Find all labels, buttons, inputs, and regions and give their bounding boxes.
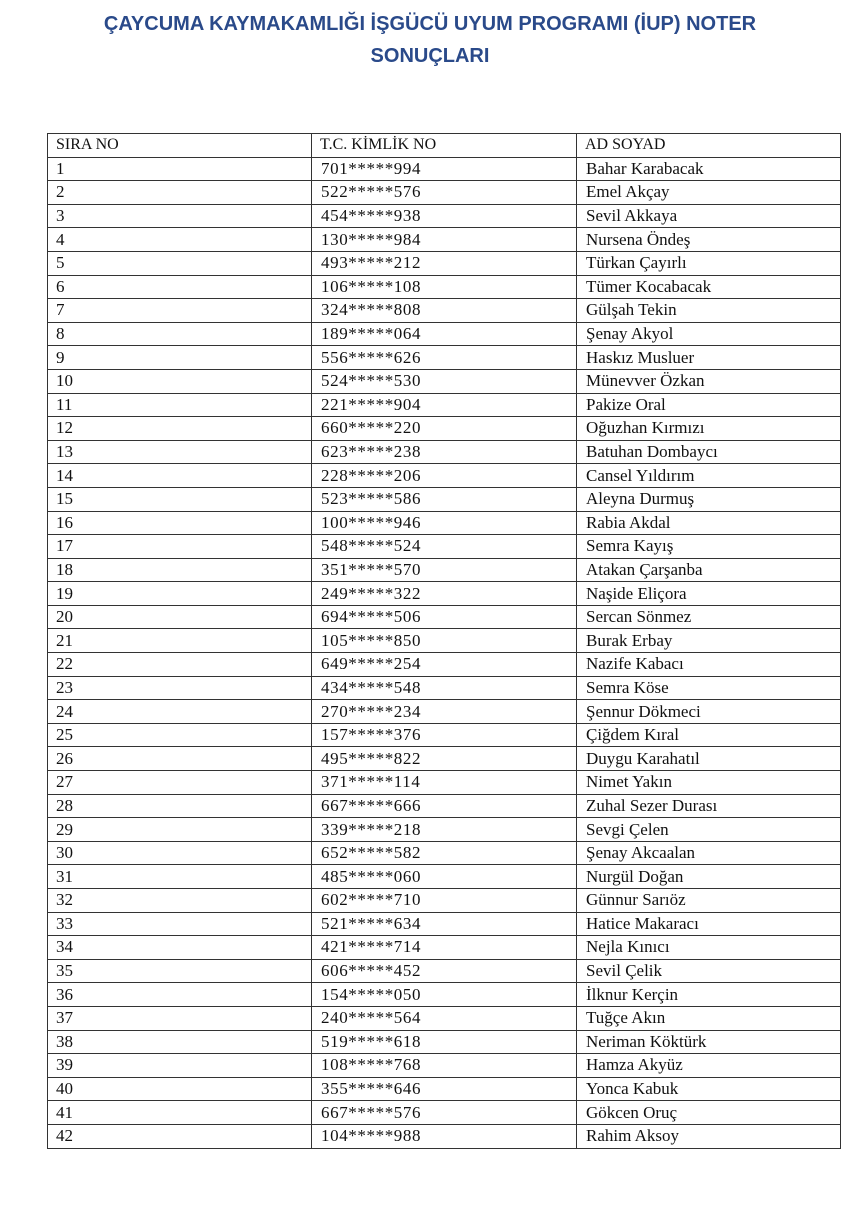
- ad-soyad-cell: Nazife Kabacı: [577, 653, 841, 677]
- tc-kimlik-no-cell: 660*****220: [312, 417, 577, 441]
- table-row: [48, 771, 841, 795]
- sira-no-cell: 25: [48, 723, 312, 747]
- ad-soyad-cell: Tuğçe Akın: [577, 1006, 841, 1030]
- sira-no-cell: 38: [48, 1030, 312, 1054]
- table-row: [48, 558, 841, 582]
- ad-soyad-cell: Gökcen Oruç: [577, 1101, 841, 1125]
- table-row: [48, 676, 841, 700]
- table-row: [48, 865, 841, 889]
- sira-no-cell: 20: [48, 605, 312, 629]
- tc-kimlik-no-cell: 523*****586: [312, 487, 577, 511]
- table-row: [48, 605, 841, 629]
- table-row: [48, 464, 841, 488]
- ad-soyad-cell: Sevil Akkaya: [577, 204, 841, 228]
- table-row: [48, 157, 841, 181]
- tc-kimlik-no-cell: 493*****212: [312, 251, 577, 275]
- column-header-tc-kimlik-no: T.C. KİMLİK NO: [312, 134, 577, 158]
- sira-no-cell: 10: [48, 369, 312, 393]
- sira-no-cell: 33: [48, 912, 312, 936]
- ad-soyad-cell: Aleyna Durmuş: [577, 487, 841, 511]
- sira-no-cell: 7: [48, 299, 312, 323]
- table-row: [48, 582, 841, 606]
- tc-kimlik-no-cell: 270*****234: [312, 700, 577, 724]
- column-header-sira-no: SIRA NO: [48, 134, 312, 158]
- tc-kimlik-no-cell: 606*****452: [312, 959, 577, 983]
- table-row: [48, 369, 841, 393]
- sira-no-cell: 41: [48, 1101, 312, 1125]
- ad-soyad-cell: Cansel Yıldırım: [577, 464, 841, 488]
- sira-no-cell: 2: [48, 181, 312, 205]
- sira-no-cell: 8: [48, 322, 312, 346]
- ad-soyad-cell: Nurgül Doğan: [577, 865, 841, 889]
- tc-kimlik-no-cell: 519*****618: [312, 1030, 577, 1054]
- ad-soyad-cell: Duygu Karahatıl: [577, 747, 841, 771]
- ad-soyad-cell: Naşide Eliçora: [577, 582, 841, 606]
- tc-kimlik-no-cell: 371*****114: [312, 771, 577, 795]
- tc-kimlik-no-cell: 249*****322: [312, 582, 577, 606]
- table-row: [48, 228, 841, 252]
- tc-kimlik-no-cell: 421*****714: [312, 936, 577, 960]
- table-row: [48, 417, 841, 441]
- sira-no-cell: 31: [48, 865, 312, 889]
- sira-no-cell: 18: [48, 558, 312, 582]
- tc-kimlik-no-cell: 351*****570: [312, 558, 577, 582]
- ad-soyad-cell: Atakan Çarşanba: [577, 558, 841, 582]
- tc-kimlik-no-cell: 355*****646: [312, 1077, 577, 1101]
- table-row: [48, 723, 841, 747]
- tc-kimlik-no-cell: 454*****938: [312, 204, 577, 228]
- tc-kimlik-no-cell: 524*****530: [312, 369, 577, 393]
- sira-no-cell: 11: [48, 393, 312, 417]
- ad-soyad-cell: Emel Akçay: [577, 181, 841, 205]
- table-row: [48, 1006, 841, 1030]
- table-row: [48, 251, 841, 275]
- sira-no-cell: 32: [48, 889, 312, 913]
- tc-kimlik-no-cell: 485*****060: [312, 865, 577, 889]
- table-row: [48, 794, 841, 818]
- sira-no-cell: 24: [48, 700, 312, 724]
- ad-soyad-cell: Hatice Makaracı: [577, 912, 841, 936]
- ad-soyad-cell: Nejla Kınıcı: [577, 936, 841, 960]
- ad-soyad-cell: Şenay Akcaalan: [577, 841, 841, 865]
- sira-no-cell: 6: [48, 275, 312, 299]
- sira-no-cell: 35: [48, 959, 312, 983]
- ad-soyad-cell: Türkan Çayırlı: [577, 251, 841, 275]
- tc-kimlik-no-cell: 522*****576: [312, 181, 577, 205]
- table-row: [48, 440, 841, 464]
- document-title: [0, 8, 860, 72]
- sira-no-cell: 37: [48, 1006, 312, 1030]
- tc-kimlik-no-cell: 667*****666: [312, 794, 577, 818]
- ad-soyad-cell: Nimet Yakın: [577, 771, 841, 795]
- tc-kimlik-no-cell: 106*****108: [312, 275, 577, 299]
- results-table: [47, 133, 841, 1149]
- tc-kimlik-no-cell: 652*****582: [312, 841, 577, 865]
- table-row: [48, 889, 841, 913]
- ad-soyad-cell: Zuhal Sezer Durası: [577, 794, 841, 818]
- table-row: [48, 747, 841, 771]
- table-row: [48, 1124, 841, 1148]
- sira-no-cell: 14: [48, 464, 312, 488]
- table-row: [48, 959, 841, 983]
- tc-kimlik-no-cell: 701*****994: [312, 157, 577, 181]
- table-row: [48, 1077, 841, 1101]
- table-header: [48, 134, 841, 158]
- tc-kimlik-no-cell: 694*****506: [312, 605, 577, 629]
- tc-kimlik-no-cell: 667*****576: [312, 1101, 577, 1125]
- table-row: [48, 1101, 841, 1125]
- tc-kimlik-no-cell: 221*****904: [312, 393, 577, 417]
- sira-no-cell: 12: [48, 417, 312, 441]
- table-row: [48, 535, 841, 559]
- ad-soyad-cell: Sevgi Çelen: [577, 818, 841, 842]
- ad-soyad-cell: Semra Kayış: [577, 535, 841, 559]
- ad-soyad-cell: Haskız Musluer: [577, 346, 841, 370]
- table-row: [48, 1054, 841, 1078]
- tc-kimlik-no-cell: 556*****626: [312, 346, 577, 370]
- sira-no-cell: 23: [48, 676, 312, 700]
- table-row: [48, 346, 841, 370]
- tc-kimlik-no-cell: 434*****548: [312, 676, 577, 700]
- sira-no-cell: 40: [48, 1077, 312, 1101]
- title-line-1: ÇAYCUMA KAYMAKAMLIĞI İŞGÜCÜ UYUM PROGRAMI (İUP) NOTER: [103, 13, 757, 35]
- table-row: [48, 653, 841, 677]
- table-row: [48, 511, 841, 535]
- tc-kimlik-no-cell: 228*****206: [312, 464, 577, 488]
- sira-no-cell: 39: [48, 1054, 312, 1078]
- ad-soyad-cell: Rahim Aksoy: [577, 1124, 841, 1148]
- table-row: [48, 700, 841, 724]
- table-row: [48, 299, 841, 323]
- table-row: [48, 393, 841, 417]
- tc-kimlik-no-cell: 324*****808: [312, 299, 577, 323]
- sira-no-cell: 3: [48, 204, 312, 228]
- sira-no-cell: 17: [48, 535, 312, 559]
- table-row: [48, 983, 841, 1007]
- sira-no-cell: 30: [48, 841, 312, 865]
- sira-no-cell: 13: [48, 440, 312, 464]
- sira-no-cell: 19: [48, 582, 312, 606]
- ad-soyad-cell: Yonca Kabuk: [577, 1077, 841, 1101]
- sira-no-cell: 1: [48, 157, 312, 181]
- tc-kimlik-no-cell: 105*****850: [312, 629, 577, 653]
- column-header-ad-soyad: AD SOYAD: [577, 134, 841, 158]
- sira-no-cell: 36: [48, 983, 312, 1007]
- ad-soyad-cell: Burak Erbay: [577, 629, 841, 653]
- ad-soyad-cell: Şennur Dökmeci: [577, 700, 841, 724]
- ad-soyad-cell: Çiğdem Kıral: [577, 723, 841, 747]
- ad-soyad-cell: Semra Köse: [577, 676, 841, 700]
- ad-soyad-cell: Şenay Akyol: [577, 322, 841, 346]
- table-row: [48, 936, 841, 960]
- ad-soyad-cell: Oğuzhan Kırmızı: [577, 417, 841, 441]
- header-row: [48, 134, 841, 158]
- ad-soyad-cell: Hamza Akyüz: [577, 1054, 841, 1078]
- ad-soyad-cell: Sevil Çelik: [577, 959, 841, 983]
- sira-no-cell: 9: [48, 346, 312, 370]
- sira-no-cell: 27: [48, 771, 312, 795]
- tc-kimlik-no-cell: 649*****254: [312, 653, 577, 677]
- tc-kimlik-no-cell: 240*****564: [312, 1006, 577, 1030]
- tc-kimlik-no-cell: 495*****822: [312, 747, 577, 771]
- ad-soyad-cell: Gülşah Tekin: [577, 299, 841, 323]
- sira-no-cell: 4: [48, 228, 312, 252]
- table-row: [48, 629, 841, 653]
- ad-soyad-cell: Münevver Özkan: [577, 369, 841, 393]
- table-row: [48, 275, 841, 299]
- sira-no-cell: 16: [48, 511, 312, 535]
- sira-no-cell: 34: [48, 936, 312, 960]
- ad-soyad-cell: Tümer Kocabacak: [577, 275, 841, 299]
- tc-kimlik-no-cell: 157*****376: [312, 723, 577, 747]
- table-row: [48, 1030, 841, 1054]
- tc-kimlik-no-cell: 602*****710: [312, 889, 577, 913]
- title-line-2: SONUÇLARI: [370, 45, 490, 67]
- table-body: [48, 157, 841, 1148]
- sira-no-cell: 29: [48, 818, 312, 842]
- ad-soyad-cell: Batuhan Dombaycı: [577, 440, 841, 464]
- tc-kimlik-no-cell: 623*****238: [312, 440, 577, 464]
- tc-kimlik-no-cell: 189*****064: [312, 322, 577, 346]
- sira-no-cell: 5: [48, 251, 312, 275]
- sira-no-cell: 15: [48, 487, 312, 511]
- table-row: [48, 322, 841, 346]
- tc-kimlik-no-cell: 521*****634: [312, 912, 577, 936]
- tc-kimlik-no-cell: 548*****524: [312, 535, 577, 559]
- sira-no-cell: 22: [48, 653, 312, 677]
- ad-soyad-cell: Neriman Köktürk: [577, 1030, 841, 1054]
- table-row: [48, 181, 841, 205]
- tc-kimlik-no-cell: 130*****984: [312, 228, 577, 252]
- tc-kimlik-no-cell: 339*****218: [312, 818, 577, 842]
- sira-no-cell: 21: [48, 629, 312, 653]
- sira-no-cell: 42: [48, 1124, 312, 1148]
- ad-soyad-cell: Sercan Sönmez: [577, 605, 841, 629]
- table-row: [48, 487, 841, 511]
- ad-soyad-cell: Bahar Karabacak: [577, 157, 841, 181]
- ad-soyad-cell: Günnur Sarıöz: [577, 889, 841, 913]
- sira-no-cell: 26: [48, 747, 312, 771]
- ad-soyad-cell: Pakize Oral: [577, 393, 841, 417]
- ad-soyad-cell: İlknur Kerçin: [577, 983, 841, 1007]
- table-row: [48, 818, 841, 842]
- tc-kimlik-no-cell: 154*****050: [312, 983, 577, 1007]
- tc-kimlik-no-cell: 104*****988: [312, 1124, 577, 1148]
- table-row: [48, 204, 841, 228]
- ad-soyad-cell: Rabia Akdal: [577, 511, 841, 535]
- ad-soyad-cell: Nursena Öndeş: [577, 228, 841, 252]
- tc-kimlik-no-cell: 100*****946: [312, 511, 577, 535]
- table-row: [48, 841, 841, 865]
- tc-kimlik-no-cell: 108*****768: [312, 1054, 577, 1078]
- sira-no-cell: 28: [48, 794, 312, 818]
- table-row: [48, 912, 841, 936]
